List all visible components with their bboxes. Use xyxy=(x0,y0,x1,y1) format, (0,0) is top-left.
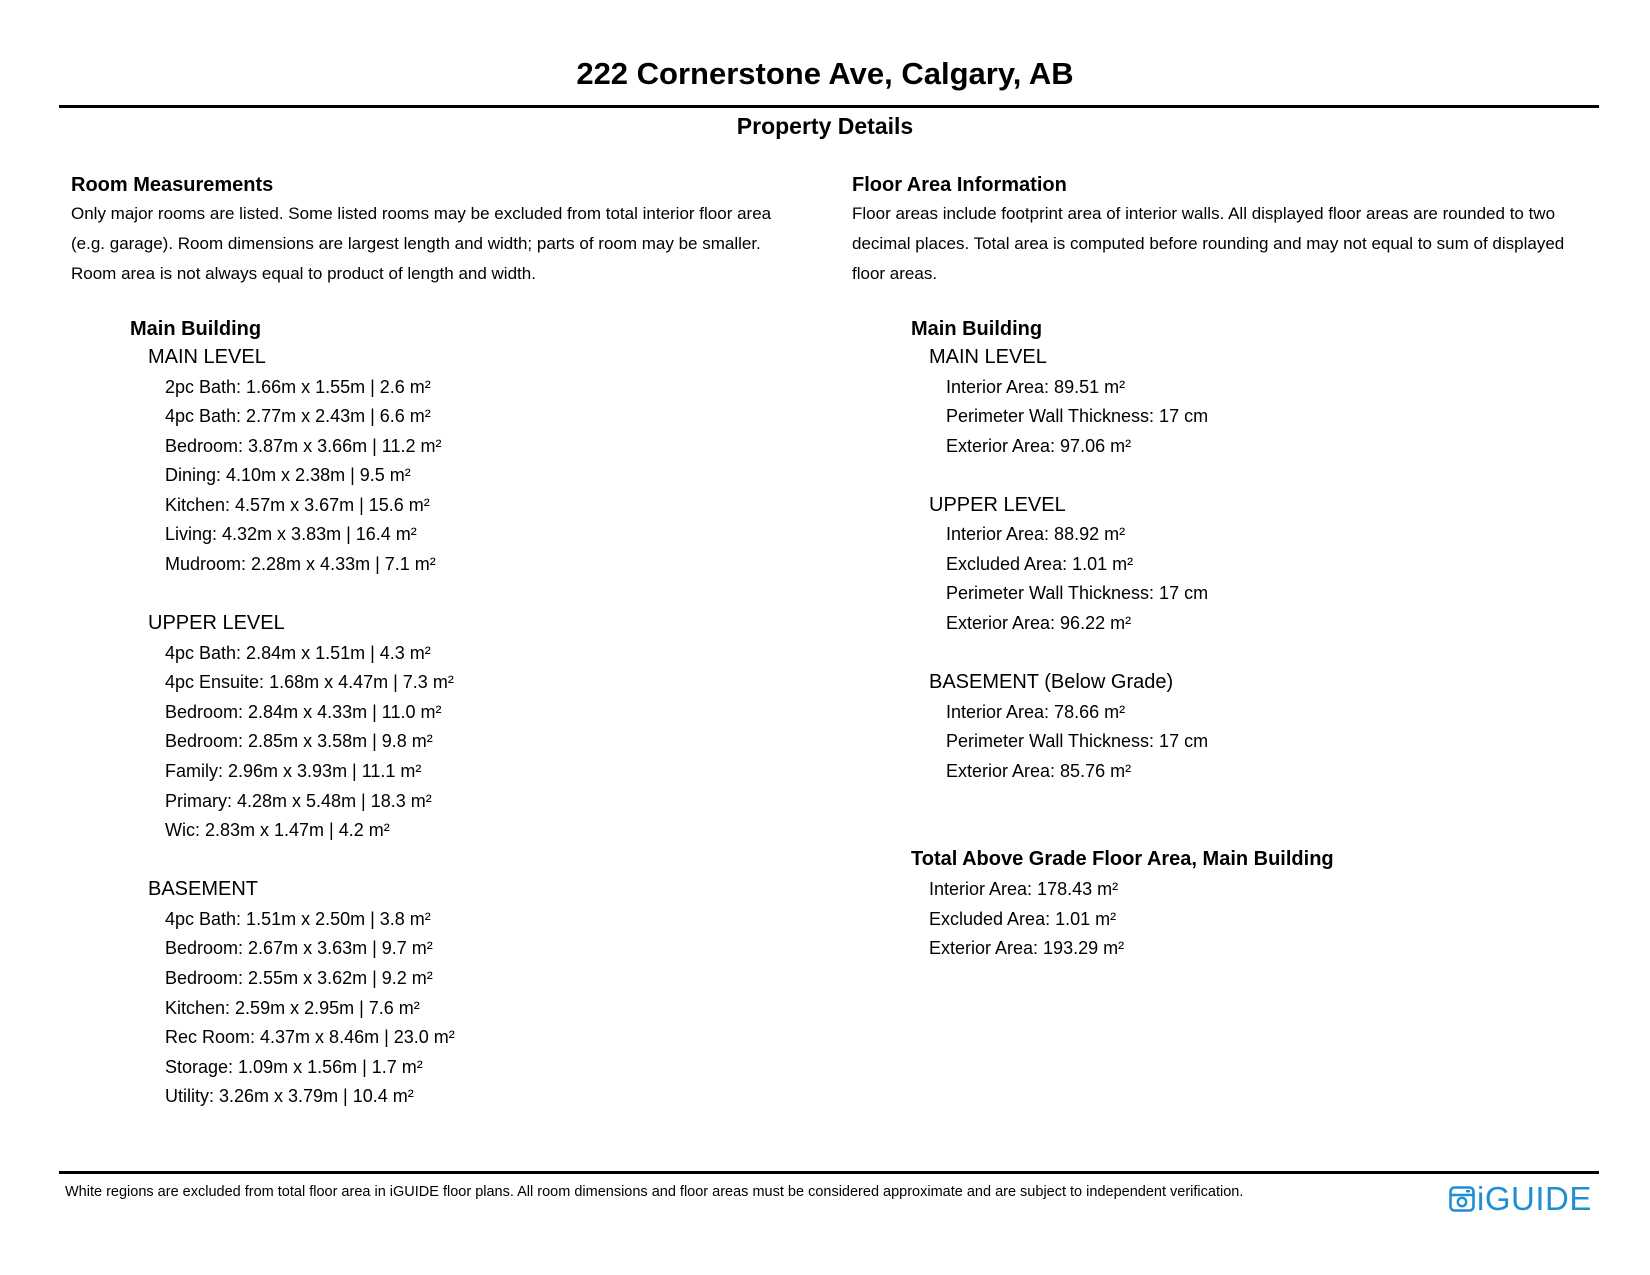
room-row: 4pc Ensuite: 1.68m x 4.47m | 7.3 m² xyxy=(165,672,454,693)
spacer xyxy=(852,786,1612,816)
level-heading: BASEMENT xyxy=(148,878,259,901)
spacer xyxy=(71,846,811,876)
room-row: Bedroom: 2.84m x 4.33m | 11.0 m² xyxy=(165,701,442,722)
room-row: Utility: 3.26m x 3.79m | 10.4 m² xyxy=(165,1086,414,1107)
logo-wordmark: iGUIDE xyxy=(1477,1180,1592,1217)
room-row: Kitchen: 4.57m x 3.67m | 15.6 m² xyxy=(165,494,430,515)
area-row: Perimeter Wall Thickness: 17 cm xyxy=(946,406,1209,427)
room-measurements-note xyxy=(71,199,811,289)
level-heading: UPPER LEVEL xyxy=(148,612,285,635)
total-area-heading: Total Above Grade Floor Area, Main Building xyxy=(911,848,1334,871)
level-heading: UPPER LEVEL xyxy=(929,493,1066,516)
building-heading: Main Building xyxy=(130,318,262,340)
area-row: Exterior Area: 85.76 m² xyxy=(946,760,1132,781)
building-heading: Main Building xyxy=(911,318,1043,340)
room-row: Family: 2.96m x 3.93m | 11.1 m² xyxy=(165,761,422,782)
footer-divider xyxy=(59,1171,1599,1174)
area-row: Interior Area: 89.51 m² xyxy=(946,376,1126,397)
area-row: Perimeter Wall Thickness: 17 cm xyxy=(946,583,1209,604)
room-row: Bedroom: 2.85m x 3.58m | 9.8 m² xyxy=(165,731,433,752)
room-row: 2pc Bath: 1.66m x 1.55m | 2.6 m² xyxy=(165,376,431,397)
floor-area-note xyxy=(852,199,1612,289)
room-measurements-heading: Room Measurements xyxy=(71,174,274,196)
room-row: Primary: 4.28m x 5.48m | 18.3 m² xyxy=(165,790,432,811)
spacer xyxy=(852,461,1612,491)
room-row: Storage: 1.09m x 1.56m | 1.7 m² xyxy=(165,1056,423,1077)
total-area-row: Exterior Area: 193.29 m² xyxy=(929,938,1125,959)
note-line: Room area is not always equal to product of length and width. xyxy=(71,264,536,283)
area-row: Interior Area: 78.66 m² xyxy=(946,701,1126,722)
area-row: Interior Area: 88.92 m² xyxy=(946,524,1126,545)
level-heading: MAIN LEVEL xyxy=(148,346,266,368)
note-line: floor areas. xyxy=(852,264,938,283)
footer-disclaimer: White regions are excluded from total floor area in iGUIDE floor plans. All room dimensions and floor areas must be considered approximate and are subject to independent verification. xyxy=(65,1184,1244,1200)
level-heading: MAIN LEVEL xyxy=(929,346,1047,368)
total-area-row: Interior Area: 178.43 m² xyxy=(929,878,1119,899)
room-row: Living: 4.32m x 3.83m | 16.4 m² xyxy=(165,524,417,545)
room-row: 4pc Bath: 1.51m x 2.50m | 3.8 m² xyxy=(165,908,431,929)
header-divider xyxy=(59,105,1599,108)
area-row: Perimeter Wall Thickness: 17 cm xyxy=(946,731,1209,752)
area-row: Exterior Area: 96.22 m² xyxy=(946,613,1132,634)
room-row: Bedroom: 2.67m x 3.63m | 9.7 m² xyxy=(165,938,433,959)
total-area-row: Excluded Area: 1.01 m² xyxy=(929,908,1117,929)
iguide-logo xyxy=(1449,1182,1592,1216)
room-row: Bedroom: 3.87m x 3.66m | 11.2 m² xyxy=(165,435,442,456)
room-row: Dining: 4.10m x 2.38m | 9.5 m² xyxy=(165,465,411,486)
note-line: Floor areas include footprint area of interior walls. All displayed floor areas are rounded to two xyxy=(852,204,1556,223)
level-heading: BASEMENT (Below Grade) xyxy=(929,671,1174,694)
room-row: Mudroom: 2.28m x 4.33m | 7.1 m² xyxy=(165,554,436,575)
room-measurements-section xyxy=(71,172,811,1112)
camera-icon xyxy=(1449,1186,1475,1212)
room-row: 4pc Bath: 2.77m x 2.43m | 6.6 m² xyxy=(165,406,431,427)
note-line: (e.g. garage). Room dimensions are largest length and width; parts of room may be smaller. xyxy=(71,234,761,253)
note-line: Only major rooms are listed. Some listed rooms may be excluded from total interior floor area xyxy=(71,204,772,223)
floor-area-heading: Floor Area Information xyxy=(852,174,1067,196)
note-line: decimal places. Total area is computed before rounding and may not equal to sum of displayed xyxy=(852,234,1565,253)
room-row: Wic: 2.83m x 1.47m | 4.2 m² xyxy=(165,820,390,841)
area-row: Exterior Area: 97.06 m² xyxy=(946,435,1132,456)
area-row: Excluded Area: 1.01 m² xyxy=(946,553,1134,574)
spacer xyxy=(852,639,1612,669)
page-subtitle: Property Details xyxy=(736,113,914,139)
room-row: 4pc Bath: 2.84m x 1.51m | 4.3 m² xyxy=(165,642,431,663)
room-row: Rec Room: 4.37m x 8.46m | 23.0 m² xyxy=(165,1027,455,1048)
page-title: 222 Cornerstone Ave, Calgary, AB xyxy=(576,56,1074,91)
spacer xyxy=(852,816,1612,846)
floor-area-section xyxy=(852,172,1612,964)
room-row: Kitchen: 2.59m x 2.95m | 7.6 m² xyxy=(165,997,420,1018)
room-row: Bedroom: 2.55m x 3.62m | 9.2 m² xyxy=(165,968,433,988)
spacer xyxy=(71,580,811,610)
